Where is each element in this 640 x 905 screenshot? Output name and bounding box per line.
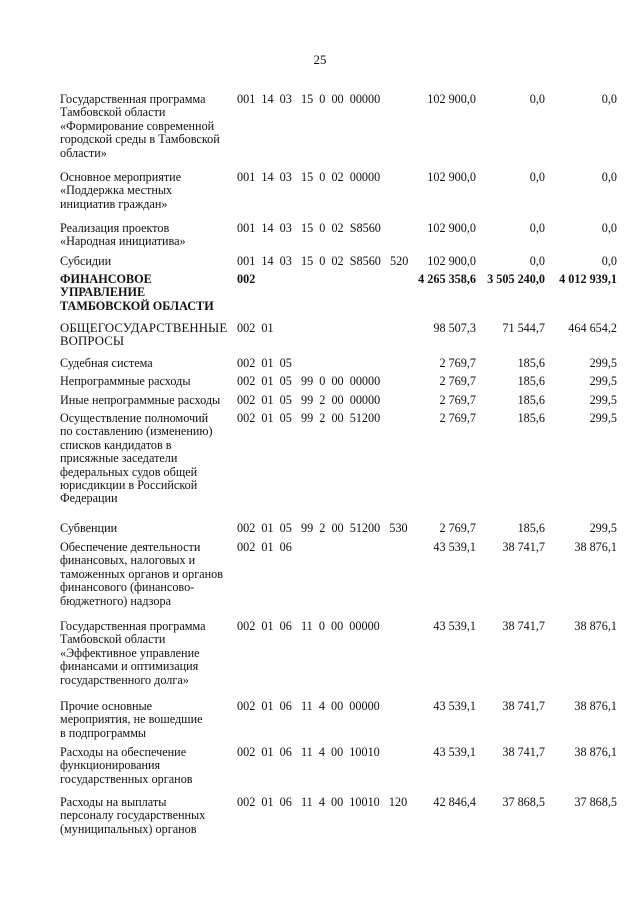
row-value-3: 0,0 — [601, 254, 617, 268]
row-value-3: 0,0 — [601, 92, 617, 106]
row-name: Основное мероприятие «Поддержка местных инициатив граждан» — [60, 170, 182, 211]
row-value-3: 0,0 — [601, 221, 617, 235]
row-name: ОБЩЕГОСУДАРСТВЕННЫЕ ВОПРОСЫ — [60, 321, 228, 349]
row-value-3: 299,5 — [589, 356, 617, 370]
row-code: 002 01 06 — [237, 540, 292, 554]
row-code: 002 01 05 99 2 00 51200 530 — [237, 521, 408, 535]
row-value-3: 464 654,2 — [568, 321, 617, 335]
row-value-1: 2 769,7 — [439, 374, 476, 388]
row-name: Непрограммные расходы — [60, 374, 191, 388]
row-value-3: 4 012 939,1 — [559, 272, 617, 286]
row-value-1: 42 846,4 — [433, 795, 476, 809]
row-value-3: 38 876,1 — [574, 619, 617, 633]
row-value-3: 299,5 — [589, 393, 617, 407]
row-value-2: 0,0 — [529, 92, 545, 106]
row-name: Государственная программа Тамбовской области «Эффективное управление финансами и оптимизация государственного долга» — [60, 619, 206, 687]
row-name: Субвенции — [60, 521, 118, 535]
row-value-1: 4 265 358,6 — [418, 272, 476, 286]
row-value-2: 185,6 — [517, 393, 545, 407]
row-code: 002 01 06 11 4 00 00000 — [237, 699, 380, 713]
row-value-2: 38 741,7 — [502, 619, 545, 633]
row-value-1: 43 539,1 — [433, 745, 476, 759]
row-code: 002 01 06 11 0 00 00000 — [237, 619, 380, 633]
row-name: Расходы на обеспечение функционирования государственных органов — [60, 745, 193, 786]
row-name: ФИНАНСОВОЕ УПРАВЛЕНИЕ ТАМБОВСКОЙ ОБЛАСТИ — [60, 272, 214, 313]
row-value-2: 185,6 — [517, 356, 545, 370]
row-value-2: 185,6 — [517, 521, 545, 535]
row-value-1: 43 539,1 — [433, 619, 476, 633]
row-value-1: 2 769,7 — [439, 411, 476, 425]
row-value-3: 299,5 — [589, 521, 617, 535]
row-code: 002 01 06 11 4 00 10010 120 — [237, 795, 408, 809]
row-code: 001 14 03 15 0 02 00000 — [237, 170, 381, 184]
row-code: 002 01 — [237, 321, 274, 335]
row-code: 002 01 05 — [237, 356, 292, 370]
row-value-1: 102 900,0 — [427, 254, 476, 268]
row-value-1: 43 539,1 — [433, 540, 476, 554]
row-value-2: 37 868,5 — [502, 795, 545, 809]
row-value-2: 185,6 — [517, 411, 545, 425]
row-value-1: 102 900,0 — [427, 170, 476, 184]
row-value-3: 38 876,1 — [574, 745, 617, 759]
row-code: 002 01 06 11 4 00 10010 — [237, 745, 380, 759]
row-value-3: 299,5 — [589, 411, 617, 425]
row-name: Обеспечение деятельности финансовых, налоговых и таможенных органов и органов финансового (финансово- бюджетного) надзора — [60, 540, 223, 608]
row-name: Реализация проектов «Народная инициатива» — [60, 221, 186, 249]
row-value-2: 0,0 — [529, 221, 545, 235]
row-value-3: 0,0 — [601, 170, 617, 184]
row-name: Осуществление полномочий по составлению (изменению) списков кандидатов в присяжные заседатели федеральных судов общей юрисдикции в Российской Федерации — [60, 411, 213, 506]
row-value-1: 102 900,0 — [427, 221, 476, 235]
row-name: Иные непрограммные расходы — [60, 393, 221, 407]
row-code: 002 — [237, 272, 256, 286]
row-code: 002 01 05 99 0 00 00000 — [237, 374, 381, 388]
row-code: 001 14 03 15 0 00 00000 — [237, 92, 381, 106]
row-name: Расходы на выплаты персоналу государственных (муниципальных) органов — [60, 795, 206, 836]
row-value-2: 185,6 — [517, 374, 545, 388]
row-value-2: 0,0 — [529, 170, 545, 184]
row-value-2: 38 741,7 — [502, 699, 545, 713]
row-value-2: 38 741,7 — [502, 745, 545, 759]
row-value-1: 2 769,7 — [439, 356, 476, 370]
page-number: 25 — [313, 52, 327, 67]
row-value-2: 71 544,7 — [502, 321, 545, 335]
row-value-1: 2 769,7 — [439, 393, 476, 407]
row-value-2: 3 505 240,0 — [487, 272, 545, 286]
row-value-3: 38 876,1 — [574, 540, 617, 554]
row-value-3: 37 868,5 — [574, 795, 617, 809]
row-value-2: 0,0 — [529, 254, 545, 268]
row-value-1: 102 900,0 — [427, 92, 476, 106]
row-code: 001 14 03 15 0 02 S8560 520 — [237, 254, 409, 268]
row-value-1: 43 539,1 — [433, 699, 476, 713]
row-name: Прочие основные мероприятия, не вошедшие в подпрограммы — [60, 699, 203, 740]
row-name: Субсидии — [60, 254, 112, 268]
row-code: 001 14 03 15 0 02 S8560 — [237, 221, 381, 235]
row-value-1: 2 769,7 — [439, 521, 476, 535]
row-value-2: 38 741,7 — [502, 540, 545, 554]
row-name: Судебная система — [60, 356, 153, 370]
row-value-3: 299,5 — [589, 374, 617, 388]
row-value-1: 98 507,3 — [433, 321, 476, 335]
row-code: 002 01 05 99 2 00 51200 — [237, 411, 381, 425]
row-value-3: 38 876,1 — [574, 699, 617, 713]
row-name: Государственная программа Тамбовской области «Формирование современной городской среды в Тамбовской области» — [60, 92, 220, 160]
row-code: 002 01 05 99 2 00 00000 — [237, 393, 381, 407]
